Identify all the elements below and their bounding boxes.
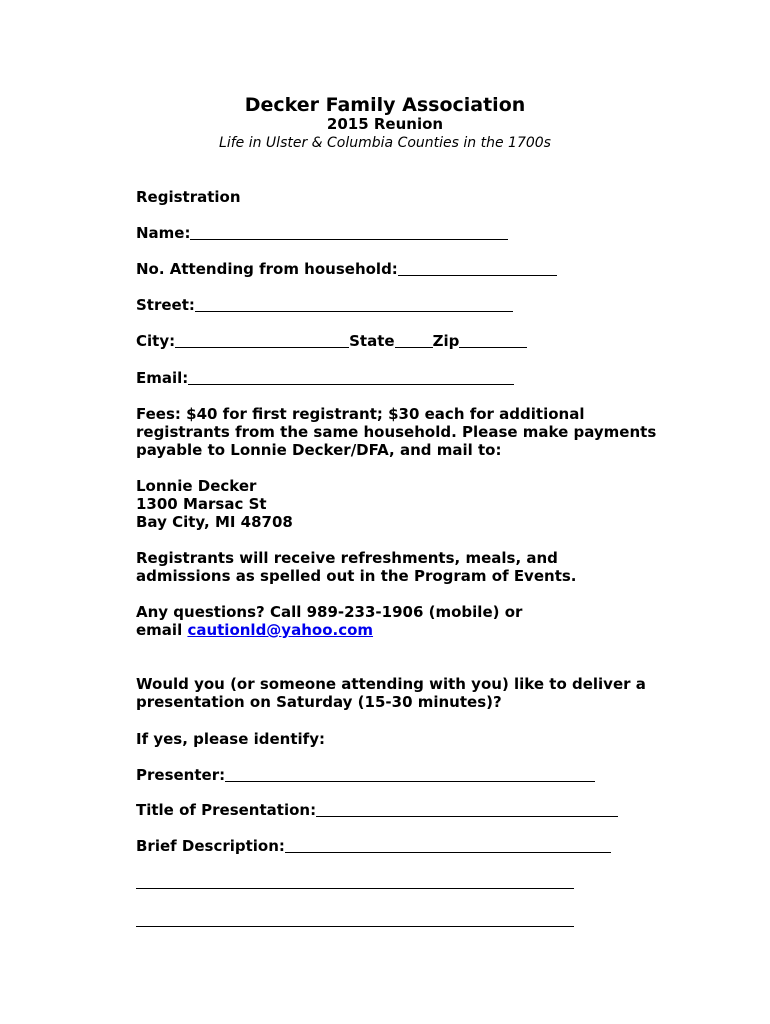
address-line: Bay City, MI 48708 [136,513,293,531]
name-label: Name: [136,224,191,242]
presentation-title-blank[interactable] [316,802,618,817]
description-extra-line[interactable] [136,888,574,889]
description-extra-line[interactable] [136,926,574,927]
description-blank[interactable] [285,838,611,853]
city-state-zip-field[interactable] [136,332,527,350]
document-title: Decker Family Association [244,94,526,116]
document-tagline: Life in Ulster & Columbia Counties in the 1700s [219,135,551,151]
presentation-title-label: Title of Presentation: [136,801,317,819]
presentation-title-field[interactable] [136,801,618,819]
attending-field[interactable] [136,260,557,278]
contact-email-line [136,621,696,639]
zip-label: Zip [432,332,460,350]
presentation-question [136,675,696,711]
fees-paragraph [136,405,696,459]
contact-paragraph [136,603,696,639]
address-line: Lonnie Decker [136,477,257,495]
registration-heading: Registration [136,188,241,206]
benefits-paragraph [136,549,696,585]
address-line: 1300 Marsac St [136,495,267,513]
contact-email-link[interactable]: cautionld@yahoo.com [187,621,374,639]
email-blank[interactable] [188,370,514,385]
description-field[interactable] [136,837,611,855]
identify-prompt: If yes, please identify: [136,730,325,748]
question-line: Would you (or someone attending with you) like to deliver a [136,675,646,693]
street-blank[interactable] [195,297,513,312]
mailing-address [136,477,696,531]
attending-label: No. Attending from household: [136,260,398,278]
fees-line: Fees: $40 for first registrant; $30 each for additional [136,405,585,423]
attending-blank[interactable] [398,261,557,276]
fees-line: payable to Lonnie Decker/DFA, and mail to: [136,441,502,459]
benefits-line: Registrants will receive refreshments, meals, and [136,549,558,567]
presenter-field[interactable] [136,766,595,784]
email-label: Email: [136,369,189,387]
street-field[interactable] [136,296,513,314]
street-label: Street: [136,296,195,314]
presenter-label: Presenter: [136,766,226,784]
state-label: State [349,332,395,350]
presenter-blank[interactable] [225,767,595,782]
fees-line: registrants from the same household. Please make payments [136,423,657,441]
benefits-line: admissions as spelled out in the Program of Events. [136,567,577,585]
email-field[interactable] [136,369,514,387]
name-field[interactable] [136,224,508,242]
description-label: Brief Description: [136,837,285,855]
zip-blank[interactable] [459,333,527,348]
name-blank[interactable] [190,225,508,240]
state-blank[interactable] [395,333,433,348]
email-prefix: email [136,621,188,639]
document-subtitle: 2015 Reunion [326,115,444,133]
contact-line: Any questions? Call 989-233-1906 (mobile) or [136,603,523,621]
city-blank[interactable] [175,333,349,348]
question-line: presentation on Saturday (15-30 minutes)? [136,693,502,711]
city-label: City: [136,332,176,350]
